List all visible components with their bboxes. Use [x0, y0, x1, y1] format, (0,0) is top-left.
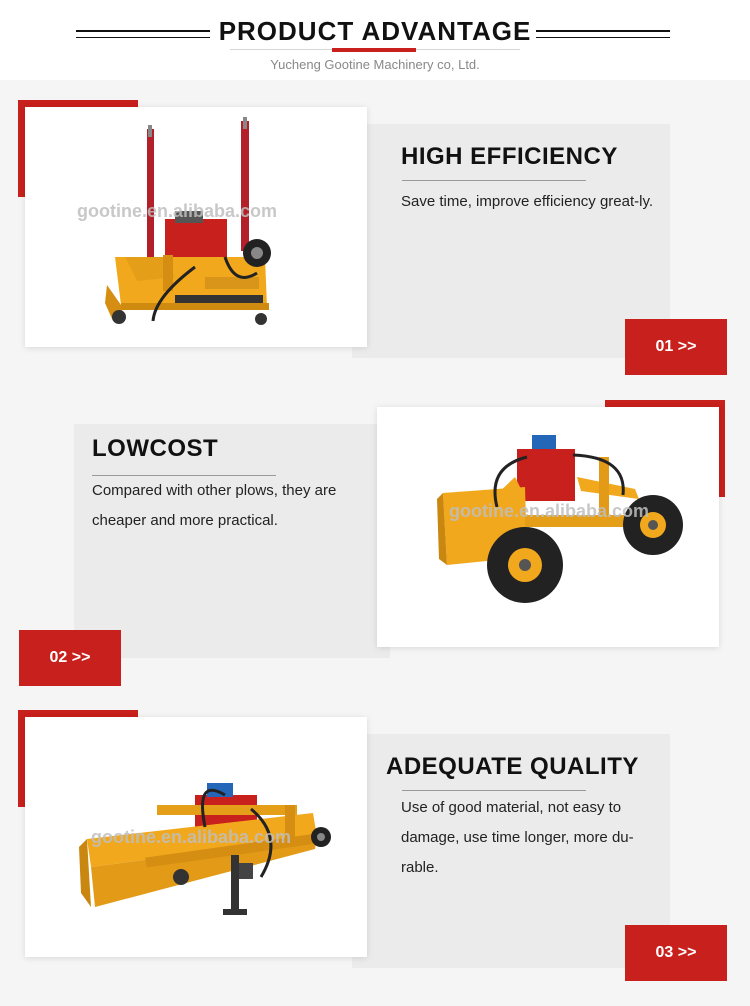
title-underline-accent — [332, 48, 416, 52]
product-image-3 — [25, 717, 367, 957]
feature-title-2: LOWCOST — [92, 435, 219, 462]
feature-rule-1 — [402, 180, 586, 181]
feature-title-3: ADEQUATE QUALITY — [386, 753, 639, 780]
watermark-2: gootine.en.alibaba.com — [449, 501, 650, 521]
feature-title-1: HIGH EFFICIENCY — [401, 143, 618, 170]
feature-desc-1: Save time, improve efficiency great-ly. — [401, 193, 654, 210]
feature-desc-3: Use of good material, not easy to damage, use time longer, more du-rable. — [401, 799, 634, 876]
badge-03: 03 >> — [625, 925, 727, 981]
page-title: PRODUCT ADVANTAGE — [218, 16, 532, 46]
badge-02: 02 >> — [19, 630, 121, 686]
company-subtitle: Yucheng Gootine Machinery co, Ltd. — [270, 57, 480, 72]
badge-01: 01 >> — [625, 319, 727, 375]
watermark-1: gootine.en.alibaba.com — [77, 201, 278, 221]
product-image-2 — [377, 407, 719, 647]
grader-with-wheels-illustration — [377, 407, 719, 647]
product-image-1 — [25, 107, 367, 347]
header-band — [0, 0, 750, 80]
watermark-3: gootine.en.alibaba.com — [91, 827, 292, 847]
feature-rule-3 — [402, 790, 586, 791]
grader-with-cylinders-illustration — [25, 107, 367, 347]
feature-desc-2: Compared with other plows, they are cheaper and more practical. — [92, 482, 337, 529]
title-wrap — [0, 16, 750, 47]
